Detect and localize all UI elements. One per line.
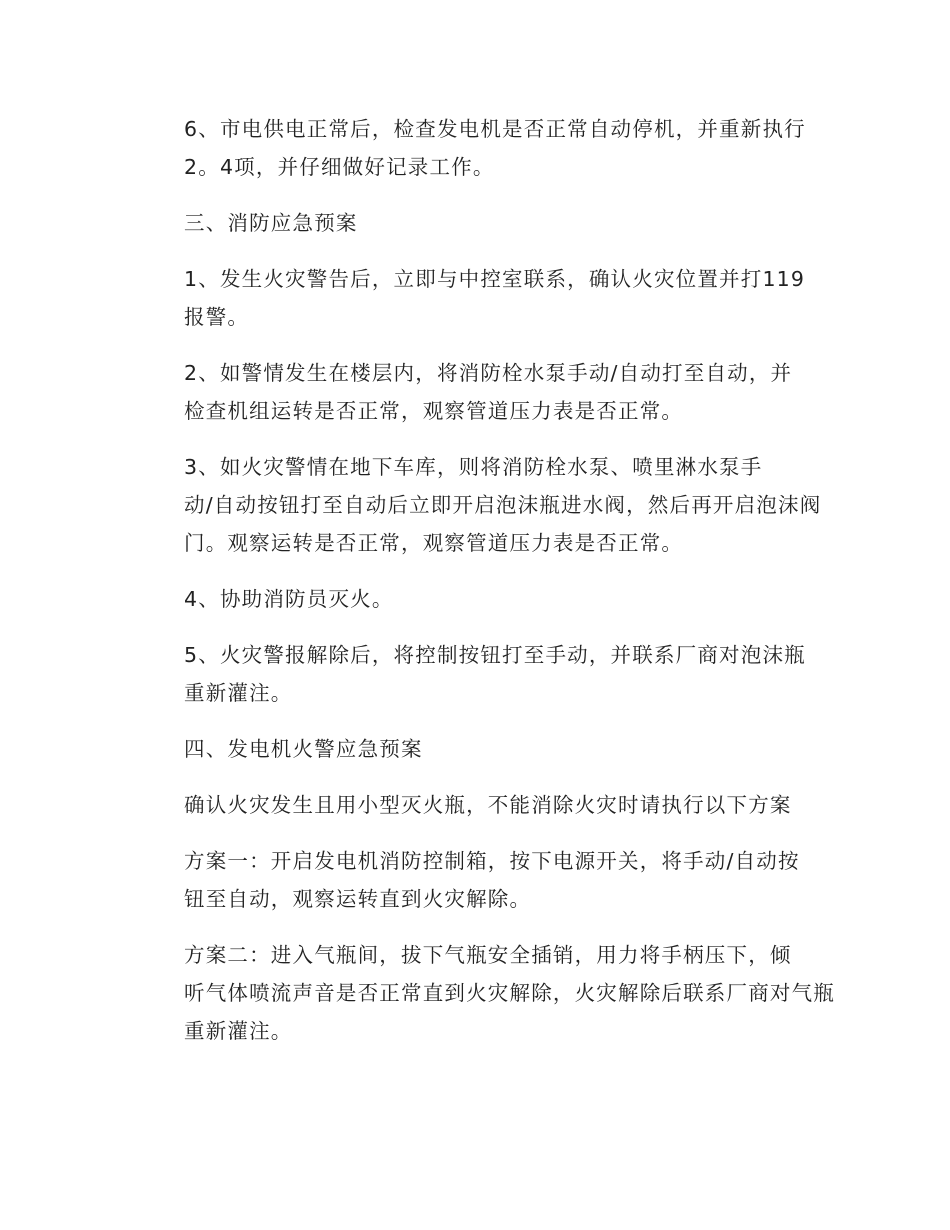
section-heading-fire-emergency	[140, 204, 810, 242]
paragraph-plan-2	[140, 936, 835, 1050]
text-line: 1、发生火灾警告后，立即与中控室联系，确认火灾位置并打119	[184, 267, 806, 291]
text-line: 报警。	[184, 305, 250, 329]
paragraph-item-6	[140, 110, 810, 186]
text-line: 重新灌注。	[184, 1019, 293, 1043]
paragraph-fire-item-5	[140, 636, 810, 712]
heading-text: 三、消防应急预案	[184, 211, 358, 235]
text-line: 4、协助消防员灭火。	[184, 587, 394, 611]
paragraph-fire-item-3	[140, 448, 822, 562]
text-line: 方案二：进入气瓶间，拔下气瓶安全插销，用力将手柄压下，倾	[184, 943, 792, 967]
text-line: 6、市电供电正常后，检查发电机是否正常自动停机，并重新执行	[184, 117, 806, 141]
text-line: 听气体喷流声音是否正常直到火灾解除，火灾解除后联系厂商对气瓶	[184, 981, 835, 1005]
paragraph-plan-1	[140, 842, 810, 918]
paragraph-fire-item-4	[140, 580, 810, 618]
text-line: 钮至自动，观察运转直到火灾解除。	[184, 887, 532, 911]
text-line: 重新灌注。	[184, 681, 293, 705]
paragraph-fire-item-1	[140, 260, 810, 336]
section-heading-generator-fire	[140, 730, 810, 768]
text-line: 2。4项，并仔细做好记录工作。	[184, 155, 495, 179]
text-line: 动/自动按钮打至自动后立即开启泡沫瓶进水阀，然后再开启泡沫阀	[184, 493, 822, 517]
text-line: 5、火灾警报解除后，将控制按钮打至手动，并联系厂商对泡沫瓶	[184, 643, 806, 667]
text-line: 2、如警情发生在楼层内，将消防栓水泵手动/自动打至自动，并	[184, 361, 793, 385]
text-line: 检查机组运转是否正常，观察管道压力表是否正常。	[184, 399, 684, 423]
paragraph-fire-item-2	[140, 354, 810, 430]
text-line: 门。观察运转是否正常，观察管道压力表是否正常。	[184, 531, 684, 555]
paragraph-generator-intro	[140, 786, 810, 824]
text-line: 确认火灾发生且用小型灭火瓶，不能消除火灾时请执行以下方案	[184, 793, 792, 817]
text-line: 方案一：开启发电机消防控制箱，按下电源开关，将手动/自动按	[184, 849, 800, 873]
text-line: 3、如火灾警情在地下车库，则将消防栓水泵、喷里淋水泵手	[184, 455, 763, 479]
heading-text: 四、发电机火警应急预案	[184, 737, 423, 761]
document-body	[140, 110, 835, 1068]
